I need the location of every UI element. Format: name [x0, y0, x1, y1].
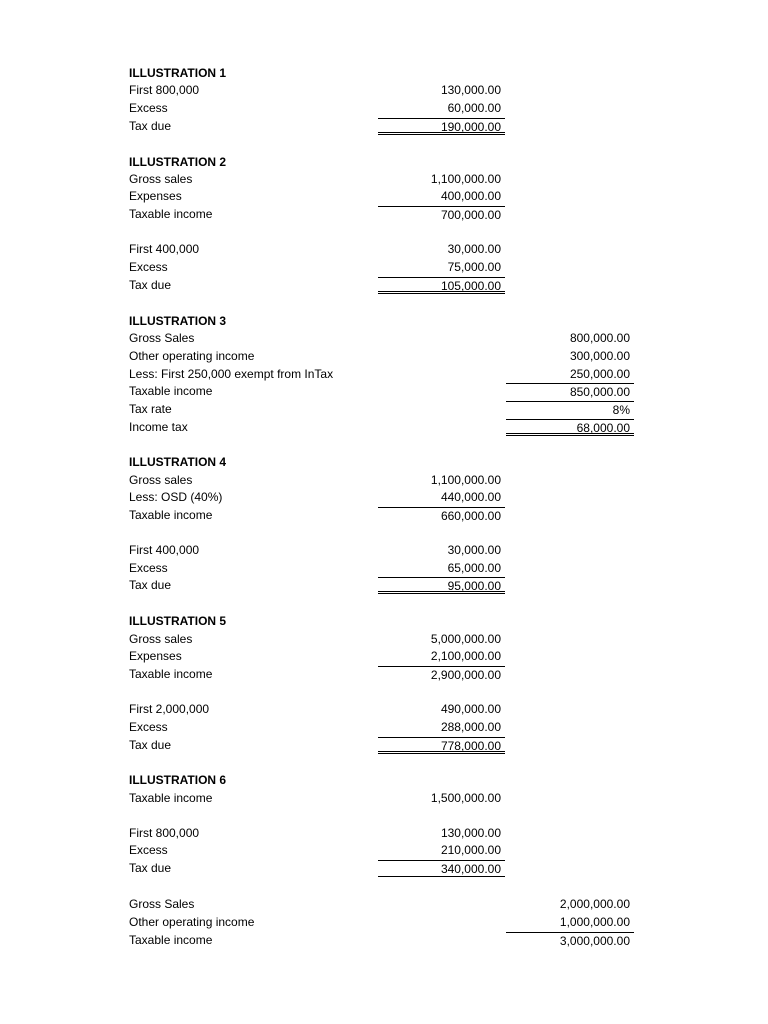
illustration-3-other-label: Other operating income	[129, 349, 255, 363]
illustration-6-due-row	[0, 860, 768, 877]
illustration-4-due-label: Tax due	[129, 578, 172, 592]
illustration-4-first-row	[0, 542, 768, 559]
illustration-1-first-value: 130,000.00	[440, 83, 501, 97]
illustration-6-gross-row	[0, 896, 768, 913]
illustration-6-due-value: 340,000.00	[378, 860, 505, 877]
illustration-5-gross-row	[0, 631, 768, 648]
illustration-2-first-label: First 400,000	[129, 242, 200, 256]
illustration-2-gross-row	[0, 171, 768, 188]
illustration-3-income-tax-row	[0, 419, 768, 436]
illustration-6-excess-row	[0, 842, 768, 859]
illustration-3-other-row	[0, 348, 768, 365]
illustration-2-taxable-value: 700,000.00	[378, 206, 505, 223]
illustration-3-rate-label: Tax rate	[129, 402, 172, 416]
illustration-3-gross-label: Gross Sales	[129, 331, 195, 345]
illustration-2-expenses-value: 400,000.00	[440, 189, 501, 203]
illustration-2-due-row	[0, 277, 768, 294]
illustration-5-excess-label: Excess	[129, 720, 168, 734]
illustration-2-title: ILLUSTRATION 2	[129, 155, 227, 169]
illustration-4-excess-value: 65,000.00	[447, 561, 501, 575]
illustration-4-first-value: 30,000.00	[447, 543, 501, 557]
illustration-4-osd-row	[0, 489, 768, 506]
illustration-4-taxable-label: Taxable income	[129, 508, 213, 522]
illustration-5-excess-row	[0, 719, 768, 736]
illustration-5-expenses-row	[0, 648, 768, 665]
illustration-6-gross-label: Gross Sales	[129, 897, 195, 911]
illustration-1-due-value: 190,000.00	[378, 118, 505, 135]
illustration-3-less-label: Less: First 250,000 exempt from InTax	[129, 367, 334, 381]
illustration-3-rate-value: 8%	[506, 401, 634, 418]
illustration-6-gross-value: 2,000,000.00	[559, 897, 630, 911]
illustration-5-title: ILLUSTRATION 5	[129, 614, 227, 628]
illustration-4-taxable-value: 660,000.00	[378, 507, 505, 524]
illustration-2-title-row	[0, 154, 768, 171]
illustration-3-gross-value: 800,000.00	[569, 331, 630, 345]
illustration-6-other-value: 1,000,000.00	[559, 915, 630, 929]
illustration-3-taxable-row	[0, 383, 768, 400]
illustration-3-less-row	[0, 366, 768, 383]
illustration-2-excess-row	[0, 259, 768, 276]
illustration-4-excess-label: Excess	[129, 561, 168, 575]
illustration-3-less-value: 250,000.00	[569, 367, 630, 381]
illustration-2-first-value: 30,000.00	[447, 242, 501, 256]
illustration-2-taxable-row	[0, 206, 768, 223]
illustration-3-taxable-value: 850,000.00	[506, 383, 634, 400]
illustration-6-other-row	[0, 914, 768, 931]
illustration-1-title: ILLUSTRATION 1	[129, 66, 227, 80]
illustration-6-taxable-value: 1,500,000.00	[430, 791, 501, 805]
illustration-5-due-value: 778,000.00	[378, 737, 505, 754]
illustration-4-due-value: 95,000.00	[378, 577, 505, 594]
illustration-6-first-value: 130,000.00	[440, 826, 501, 840]
illustration-1-excess-label: Excess	[129, 101, 168, 115]
illustration-4-gross-value: 1,100,000.00	[430, 473, 501, 487]
illustration-3-gross-row	[0, 330, 768, 347]
illustration-5-expenses-value: 2,100,000.00	[430, 649, 501, 663]
illustration-4-gross-row	[0, 472, 768, 489]
illustration-3-income-tax-label: Income tax	[129, 420, 188, 434]
illustration-2-due-value: 105,000.00	[378, 277, 505, 294]
illustration-6-title-row	[0, 772, 768, 789]
illustration-3-other-value: 300,000.00	[569, 349, 630, 363]
illustration-4-gross-label: Gross sales	[129, 473, 193, 487]
illustration-1-due-label: Tax due	[129, 119, 172, 133]
illustration-5-gross-value: 5,000,000.00	[430, 632, 501, 646]
illustration-4-osd-value: 440,000.00	[440, 490, 501, 504]
illustration-6-excess-label: Excess	[129, 843, 168, 857]
illustration-6-taxable-row	[0, 790, 768, 807]
illustration-1-due-row	[0, 118, 768, 135]
illustration-4-title: ILLUSTRATION 4	[129, 455, 227, 469]
illustration-2-expenses-label: Expenses	[129, 189, 182, 203]
illustration-5-expenses-label: Expenses	[129, 649, 182, 663]
illustration-6-first-label: First 800,000	[129, 826, 200, 840]
illustration-6-other-label: Other operating income	[129, 915, 255, 929]
illustration-2-excess-value: 75,000.00	[447, 260, 501, 274]
illustration-2-gross-label: Gross sales	[129, 172, 193, 186]
illustration-1-first-row	[0, 82, 768, 99]
illustration-4-first-label: First 400,000	[129, 543, 200, 557]
illustration-3-taxable-label: Taxable income	[129, 384, 213, 398]
illustration-6-due-label: Tax due	[129, 861, 172, 875]
illustration-6-excess-value: 210,000.00	[440, 843, 501, 857]
illustration-6-taxable2-label: Taxable income	[129, 933, 213, 947]
illustration-3-income-tax-value: 68,000.00	[506, 419, 634, 436]
illustration-5-taxable-row	[0, 666, 768, 683]
illustration-5-due-row	[0, 737, 768, 754]
illustration-5-taxable-label: Taxable income	[129, 667, 213, 681]
illustration-5-first-value: 490,000.00	[440, 702, 501, 716]
illustration-6-taxable2-row	[0, 932, 768, 949]
illustration-4-excess-row	[0, 560, 768, 577]
illustration-6-title: ILLUSTRATION 6	[129, 773, 227, 787]
illustration-3-title: ILLUSTRATION 3	[129, 314, 227, 328]
illustration-5-gross-label: Gross sales	[129, 632, 193, 646]
illustration-6-first-row	[0, 825, 768, 842]
illustration-2-expenses-row	[0, 188, 768, 205]
illustration-1-excess-value: 60,000.00	[447, 101, 501, 115]
illustration-5-title-row	[0, 613, 768, 630]
illustration-2-taxable-label: Taxable income	[129, 207, 213, 221]
illustration-3-title-row	[0, 313, 768, 330]
illustration-2-due-label: Tax due	[129, 278, 172, 292]
illustration-5-excess-value: 288,000.00	[440, 720, 501, 734]
illustration-4-due-row	[0, 577, 768, 594]
illustration-1-title-row	[0, 65, 768, 82]
illustration-2-gross-value: 1,100,000.00	[430, 172, 501, 186]
illustration-1-first-label: First 800,000	[129, 83, 200, 97]
illustration-5-due-label: Tax due	[129, 738, 172, 752]
illustration-3-rate-row	[0, 401, 768, 418]
illustration-2-first-row	[0, 241, 768, 258]
illustration-5-first-label: First 2,000,000	[129, 702, 210, 716]
illustration-1-excess-row	[0, 100, 768, 117]
illustration-5-first-row	[0, 701, 768, 718]
illustration-2-excess-label: Excess	[129, 260, 168, 274]
illustration-4-osd-label: Less: OSD (40%)	[129, 490, 223, 504]
illustration-5-taxable-value: 2,900,000.00	[378, 666, 505, 683]
illustration-6-taxable2-value: 3,000,000.00	[506, 932, 634, 949]
illustration-4-taxable-row	[0, 507, 768, 524]
illustration-4-title-row	[0, 454, 768, 471]
illustration-6-taxable-label: Taxable income	[129, 791, 213, 805]
